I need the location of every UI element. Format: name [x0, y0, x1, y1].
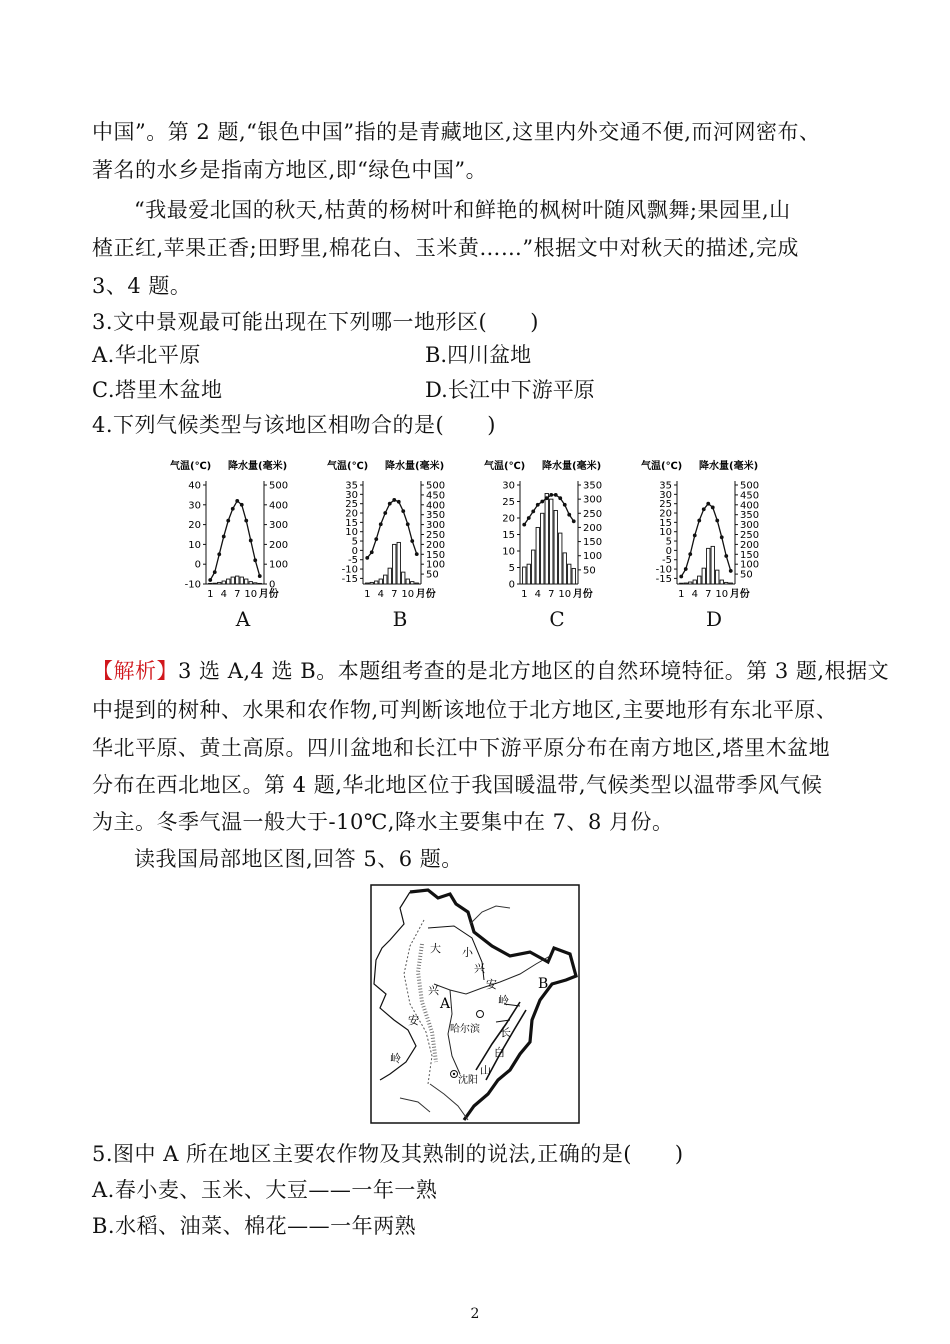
temperature-tick-label: 35: [659, 480, 672, 492]
precipitation-tick-label: 50: [583, 565, 596, 577]
temperature-tick-label: -10: [655, 564, 672, 576]
precipitation-bar: [245, 579, 248, 584]
option-3c: C.塔里木盆地: [92, 378, 223, 402]
precipitation-bar: [680, 583, 683, 584]
analysis-line: 为主。冬季气温一般大于-10℃,降水主要集中在 7、8 月份。: [92, 810, 674, 834]
temperature-point: [401, 509, 405, 513]
temperature-point: [563, 503, 567, 507]
precipitation-bar: [527, 564, 530, 584]
month-tick-label: 1: [521, 589, 528, 600]
text-line: “我最爱北国的秋天,枯黄的杨树叶和鲜艳的枫树叶随风飘舞;果园里,山: [134, 198, 791, 222]
northeast-china-map: [370, 884, 580, 1124]
temperature-tick-label: 0: [665, 545, 672, 557]
temperature-point: [522, 523, 526, 527]
month-tick-label: 1: [678, 589, 685, 600]
precipitation-axis-title: 降水量(毫米): [542, 461, 602, 472]
temperature-point: [244, 519, 248, 523]
temperature-point: [724, 554, 728, 558]
temperature-point: [235, 499, 239, 503]
read-instruction: 读我国局部地区图,回答 5、6 题。: [134, 847, 463, 871]
temperature-tick-label: 15: [659, 517, 672, 529]
precipitation-bar: [213, 583, 216, 584]
month-tick-label: 7: [234, 589, 241, 600]
temperature-point: [226, 519, 230, 523]
temperature-point: [213, 570, 217, 574]
temperature-tick-label: 25: [502, 497, 515, 508]
temperature-point: [715, 519, 719, 523]
map-label: 岭: [498, 994, 509, 1007]
page-number: 2: [470, 1306, 480, 1322]
precipitation-bar: [370, 582, 373, 584]
temperature-point: [527, 516, 531, 520]
temperature-point: [392, 498, 396, 502]
month-tick-label: 10: [401, 589, 415, 600]
temperature-point: [222, 535, 226, 539]
text-line: 楂正红,苹果正香;田野里,棉花白、玉米黄……”根据文中对秋天的描述,完成: [92, 236, 799, 260]
temperature-tick-label: 20: [659, 508, 672, 520]
precipitation-tick-label: 50: [426, 569, 439, 581]
text-line: 著名的水乡是指南方地区,即“绿色中国”。: [92, 158, 488, 182]
temperature-point: [545, 496, 549, 500]
month-tick-label: 7: [391, 589, 398, 600]
precipitation-tick-label: 350: [740, 510, 760, 522]
month-tick-label: 1: [207, 589, 214, 600]
temperature-tick-label: 40: [188, 480, 201, 492]
precipitation-bar: [384, 575, 387, 584]
temperature-point: [572, 519, 576, 523]
text-line: 3、4 题。: [92, 274, 192, 298]
temperature-tick-label: 20: [502, 513, 515, 525]
precipitation-tick-label: 300: [426, 520, 446, 532]
temperature-point: [370, 550, 374, 554]
temperature-point: [383, 511, 387, 515]
temperature-point: [249, 539, 253, 543]
map-label: 山: [480, 1064, 491, 1077]
temperature-point: [697, 519, 701, 523]
month-tick-label: 4: [377, 589, 384, 600]
temperature-tick-label: 25: [345, 499, 358, 511]
month-tick-label: 4: [691, 589, 698, 600]
precipitation-tick-label: 300: [269, 520, 289, 532]
precipitation-bar: [702, 568, 705, 584]
temperature-point: [374, 537, 378, 541]
temperature-tick-label: 20: [345, 508, 358, 520]
temperature-axis-title: 气温(℃): [484, 461, 526, 472]
precipitation-bar: [249, 582, 252, 584]
temperature-tick-label: -15: [341, 573, 358, 585]
precipitation-bar: [236, 576, 239, 584]
chart-letter-c: C: [549, 607, 565, 631]
temperature-point: [554, 493, 558, 497]
precipitation-tick-label: 100: [583, 551, 603, 563]
precipitation-tick-label: 100: [269, 559, 289, 571]
chart-letter-b: B: [392, 607, 408, 631]
map-label-harbin: 哈尔滨: [450, 1024, 480, 1035]
precipitation-bar: [231, 577, 234, 584]
precipitation-bar: [568, 564, 571, 584]
precipitation-bar: [541, 513, 544, 584]
precipitation-tick-label: 250: [740, 530, 760, 541]
precipitation-tick-label: 500: [269, 480, 289, 492]
precipitation-bar: [698, 576, 701, 584]
precipitation-bar: [559, 533, 562, 584]
climate-chart-c: [482, 455, 632, 633]
option-5b: B.水稻、油菜、棉花——一年两熟: [92, 1214, 417, 1238]
question-3: 3.文中景观最可能出现在下列哪一地形区( ): [92, 310, 539, 334]
climate-chart-a: [168, 455, 318, 633]
precipitation-tick-label: 350: [583, 480, 603, 492]
temperature-point: [379, 522, 383, 526]
temperature-point: [558, 496, 562, 500]
precipitation-bar: [240, 577, 243, 584]
precipitation-bar: [375, 581, 378, 584]
precipitation-bar: [388, 568, 391, 584]
precipitation-tick-label: 200: [426, 539, 446, 551]
precipitation-bar: [689, 582, 692, 584]
analysis-tag: 【解析】: [92, 659, 178, 683]
month-tick-label: 7: [705, 589, 712, 600]
temperature-tick-label: 30: [345, 489, 358, 501]
temperature-tick-label: -10: [184, 579, 201, 591]
precipitation-bar: [397, 542, 400, 584]
temperature-tick-label: 5: [665, 536, 672, 548]
temperature-point: [688, 552, 692, 556]
temperature-point: [567, 513, 571, 517]
map-label-a: A: [440, 996, 451, 1012]
temperature-line: [367, 500, 417, 558]
analysis-line: 华北平原、黄土高原。四川盆地和长江中下游平原分布在南方地区,塔里木盆地: [92, 736, 831, 760]
chart-letter-d: D: [705, 607, 723, 631]
temperature-line: [681, 504, 731, 577]
precipitation-tick-label: 150: [583, 537, 603, 549]
precipitation-tick-label: 400: [740, 500, 760, 512]
precipitation-tick-label: 250: [426, 530, 446, 541]
temperature-point: [240, 503, 244, 507]
temperature-line: [524, 495, 574, 525]
temperature-tick-label: 5: [351, 536, 358, 548]
precipitation-bar: [545, 493, 548, 584]
precipitation-bar: [532, 550, 535, 584]
temperature-tick-label: 25: [659, 499, 672, 511]
temperature-point: [208, 578, 212, 582]
temperature-tick-label: 10: [502, 546, 515, 558]
precipitation-bar: [415, 583, 418, 584]
map-label: 小: [462, 946, 473, 959]
temperature-tick-label: 30: [188, 500, 201, 512]
precipitation-bar: [406, 579, 409, 584]
month-tick-label: 7: [548, 589, 555, 600]
month-axis-unit: 月份: [572, 589, 593, 600]
temperature-point: [679, 575, 683, 579]
precipitation-bar: [402, 572, 405, 584]
temperature-tick-label: 0: [194, 559, 201, 571]
precipitation-bar: [725, 582, 728, 584]
temperature-point: [549, 493, 553, 497]
precipitation-tick-label: 450: [426, 490, 446, 502]
temperature-point: [397, 500, 401, 504]
month-tick-label: 4: [534, 589, 541, 600]
precipitation-tick-label: 400: [426, 500, 446, 512]
analysis-line: 中提到的树种、水果和农作物,可判断该地位于北方地区,主要地形有东北平原、: [92, 698, 838, 722]
temperature-point: [720, 535, 724, 539]
chart-letter-a: A: [235, 607, 251, 631]
temperature-point: [693, 534, 697, 538]
question-4: 4.下列气候类型与该地区相吻合的是( ): [92, 413, 496, 437]
analysis-line: [92, 657, 889, 685]
precipitation-tick-label: 100: [740, 559, 760, 571]
option-5a: A.春小麦、玉米、大豆——一年一熟: [92, 1178, 438, 1202]
precipitation-bar: [693, 580, 696, 584]
map-label-shenyang: 沈阳: [458, 1075, 478, 1086]
precipitation-tick-label: 150: [426, 549, 446, 561]
temperature-tick-label: -5: [662, 555, 672, 567]
precipitation-tick-label: 300: [583, 494, 603, 506]
temperature-point: [711, 506, 715, 510]
temperature-point: [406, 522, 410, 526]
temperature-tick-label: 0: [508, 579, 515, 591]
temperature-point: [365, 556, 369, 560]
precipitation-bar: [729, 583, 732, 584]
climate-chart-b: [325, 455, 475, 633]
month-tick-label: 1: [364, 589, 371, 600]
climate-chart-c-svg: [482, 455, 632, 607]
text-line: 中国”。第 2 题,“银色中国”指的是青藏地区,这里内外交通不便,而河网密布、: [92, 120, 821, 144]
option-3a: A.华北平原: [92, 343, 201, 367]
precipitation-bar: [218, 582, 221, 584]
map-label: 兴: [474, 962, 485, 975]
precipitation-bar: [536, 527, 539, 584]
temperature-point: [531, 510, 535, 514]
temperature-tick-label: 5: [508, 563, 515, 574]
climate-chart-d-svg: [639, 455, 789, 607]
month-axis-unit: 月份: [729, 589, 750, 600]
temperature-point: [536, 503, 540, 507]
temperature-tick-label: 10: [188, 539, 201, 551]
precipitation-bar: [258, 583, 261, 584]
month-tick-label: 4: [220, 589, 227, 600]
climate-chart-d: [639, 455, 789, 633]
precipitation-tick-label: 300: [740, 520, 760, 532]
temperature-point: [410, 539, 414, 543]
map-label: 安: [408, 1014, 419, 1027]
temperature-point: [729, 569, 733, 573]
precipitation-bar: [209, 583, 212, 584]
month-axis-unit: 月份: [415, 589, 436, 600]
temperature-point: [388, 502, 392, 506]
precipitation-bar: [720, 580, 723, 584]
precipitation-tick-label: 450: [740, 490, 760, 502]
map-label: 安: [486, 978, 497, 991]
analysis-text: 3 选 A,4 选 B。本题组考查的是北方地区的自然环境特征。第 3 题,根据文: [178, 659, 890, 683]
precipitation-tick-label: 150: [740, 549, 760, 561]
precipitation-bar: [411, 582, 414, 584]
temperature-tick-label: -5: [348, 555, 358, 567]
map-label: 长: [500, 1026, 511, 1039]
precipitation-axis-title: 降水量(毫米): [228, 461, 288, 472]
temperature-point: [540, 500, 544, 504]
map-label-b: B: [538, 976, 549, 992]
precipitation-tick-label: 350: [426, 510, 446, 522]
precipitation-bar: [554, 510, 557, 584]
precipitation-bar: [366, 583, 369, 584]
temperature-tick-label: 15: [345, 517, 358, 529]
temperature-point: [253, 558, 257, 562]
temperature-point: [684, 567, 688, 571]
temperature-axis-title: 气温(℃): [170, 461, 212, 472]
temperature-axis-title: 气温(℃): [641, 461, 683, 472]
temperature-point: [415, 552, 419, 556]
temperature-tick-label: 20: [188, 520, 201, 532]
precipitation-tick-label: 500: [740, 480, 760, 492]
option-3d: D.长江中下游平原: [425, 378, 595, 402]
precipitation-tick-label: 250: [583, 508, 603, 520]
precipitation-tick-label: 200: [583, 522, 603, 534]
temperature-tick-label: 30: [502, 480, 515, 492]
precipitation-axis-title: 降水量(毫米): [385, 461, 445, 472]
temperature-tick-label: -15: [655, 573, 672, 585]
map-label: 兴: [428, 984, 439, 997]
temperature-tick-label: 10: [659, 527, 672, 539]
climate-chart-a-svg: [168, 455, 318, 607]
precipitation-tick-label: 100: [426, 559, 446, 571]
temperature-axis-title: 气温(℃): [327, 461, 369, 472]
precipitation-tick-label: 500: [426, 480, 446, 492]
month-tick-label: 10: [715, 589, 729, 600]
precipitation-bar: [716, 570, 719, 584]
map-label: 大: [430, 942, 441, 955]
temperature-tick-label: 0: [351, 545, 358, 557]
temperature-tick-label: 15: [502, 530, 515, 541]
temperature-tick-label: 30: [659, 489, 672, 501]
precipitation-tick-label: 50: [740, 569, 753, 581]
precipitation-bar: [550, 499, 553, 584]
temperature-tick-label: -10: [341, 564, 358, 576]
question-5: 5.图中 A 所在地区主要农作物及其熟制的说法,正确的是( ): [92, 1142, 684, 1166]
option-3b: B.四川盆地: [425, 343, 532, 367]
map-label: 岭: [390, 1052, 401, 1065]
precipitation-bar: [393, 544, 396, 584]
month-tick-label: 10: [244, 589, 258, 600]
temperature-point: [231, 507, 235, 511]
month-axis-unit: 月份: [258, 589, 279, 600]
temperature-point: [702, 507, 706, 511]
analysis-line: 分布在西北地区。第 4 题,华北地区位于我国暖温带,气候类型以温带季风气候: [92, 773, 823, 797]
precipitation-bar: [379, 579, 382, 584]
precipitation-axis-title: 降水量(毫米): [699, 461, 759, 472]
temperature-point: [217, 552, 221, 556]
precipitation-bar: [684, 583, 687, 584]
climate-chart-b-svg: [325, 455, 475, 607]
precipitation-bar: [711, 546, 714, 584]
temperature-tick-label: 35: [345, 480, 358, 492]
precipitation-tick-label: 0: [269, 579, 276, 591]
precipitation-tick-label: 400: [269, 500, 289, 512]
precipitation-bar: [563, 553, 566, 584]
month-tick-label: 10: [558, 589, 572, 600]
precipitation-tick-label: 200: [740, 539, 760, 551]
precipitation-bar: [254, 583, 257, 584]
precipitation-bar: [572, 568, 575, 584]
precipitation-bar: [222, 581, 225, 584]
precipitation-bar: [227, 579, 230, 584]
temperature-point: [258, 574, 262, 578]
map-label: 白: [494, 1046, 505, 1059]
precipitation-tick-label: 200: [269, 539, 289, 551]
precipitation-bar: [523, 567, 526, 584]
precipitation-bar: [707, 548, 710, 584]
temperature-point: [706, 502, 710, 506]
temperature-tick-label: 10: [345, 527, 358, 539]
